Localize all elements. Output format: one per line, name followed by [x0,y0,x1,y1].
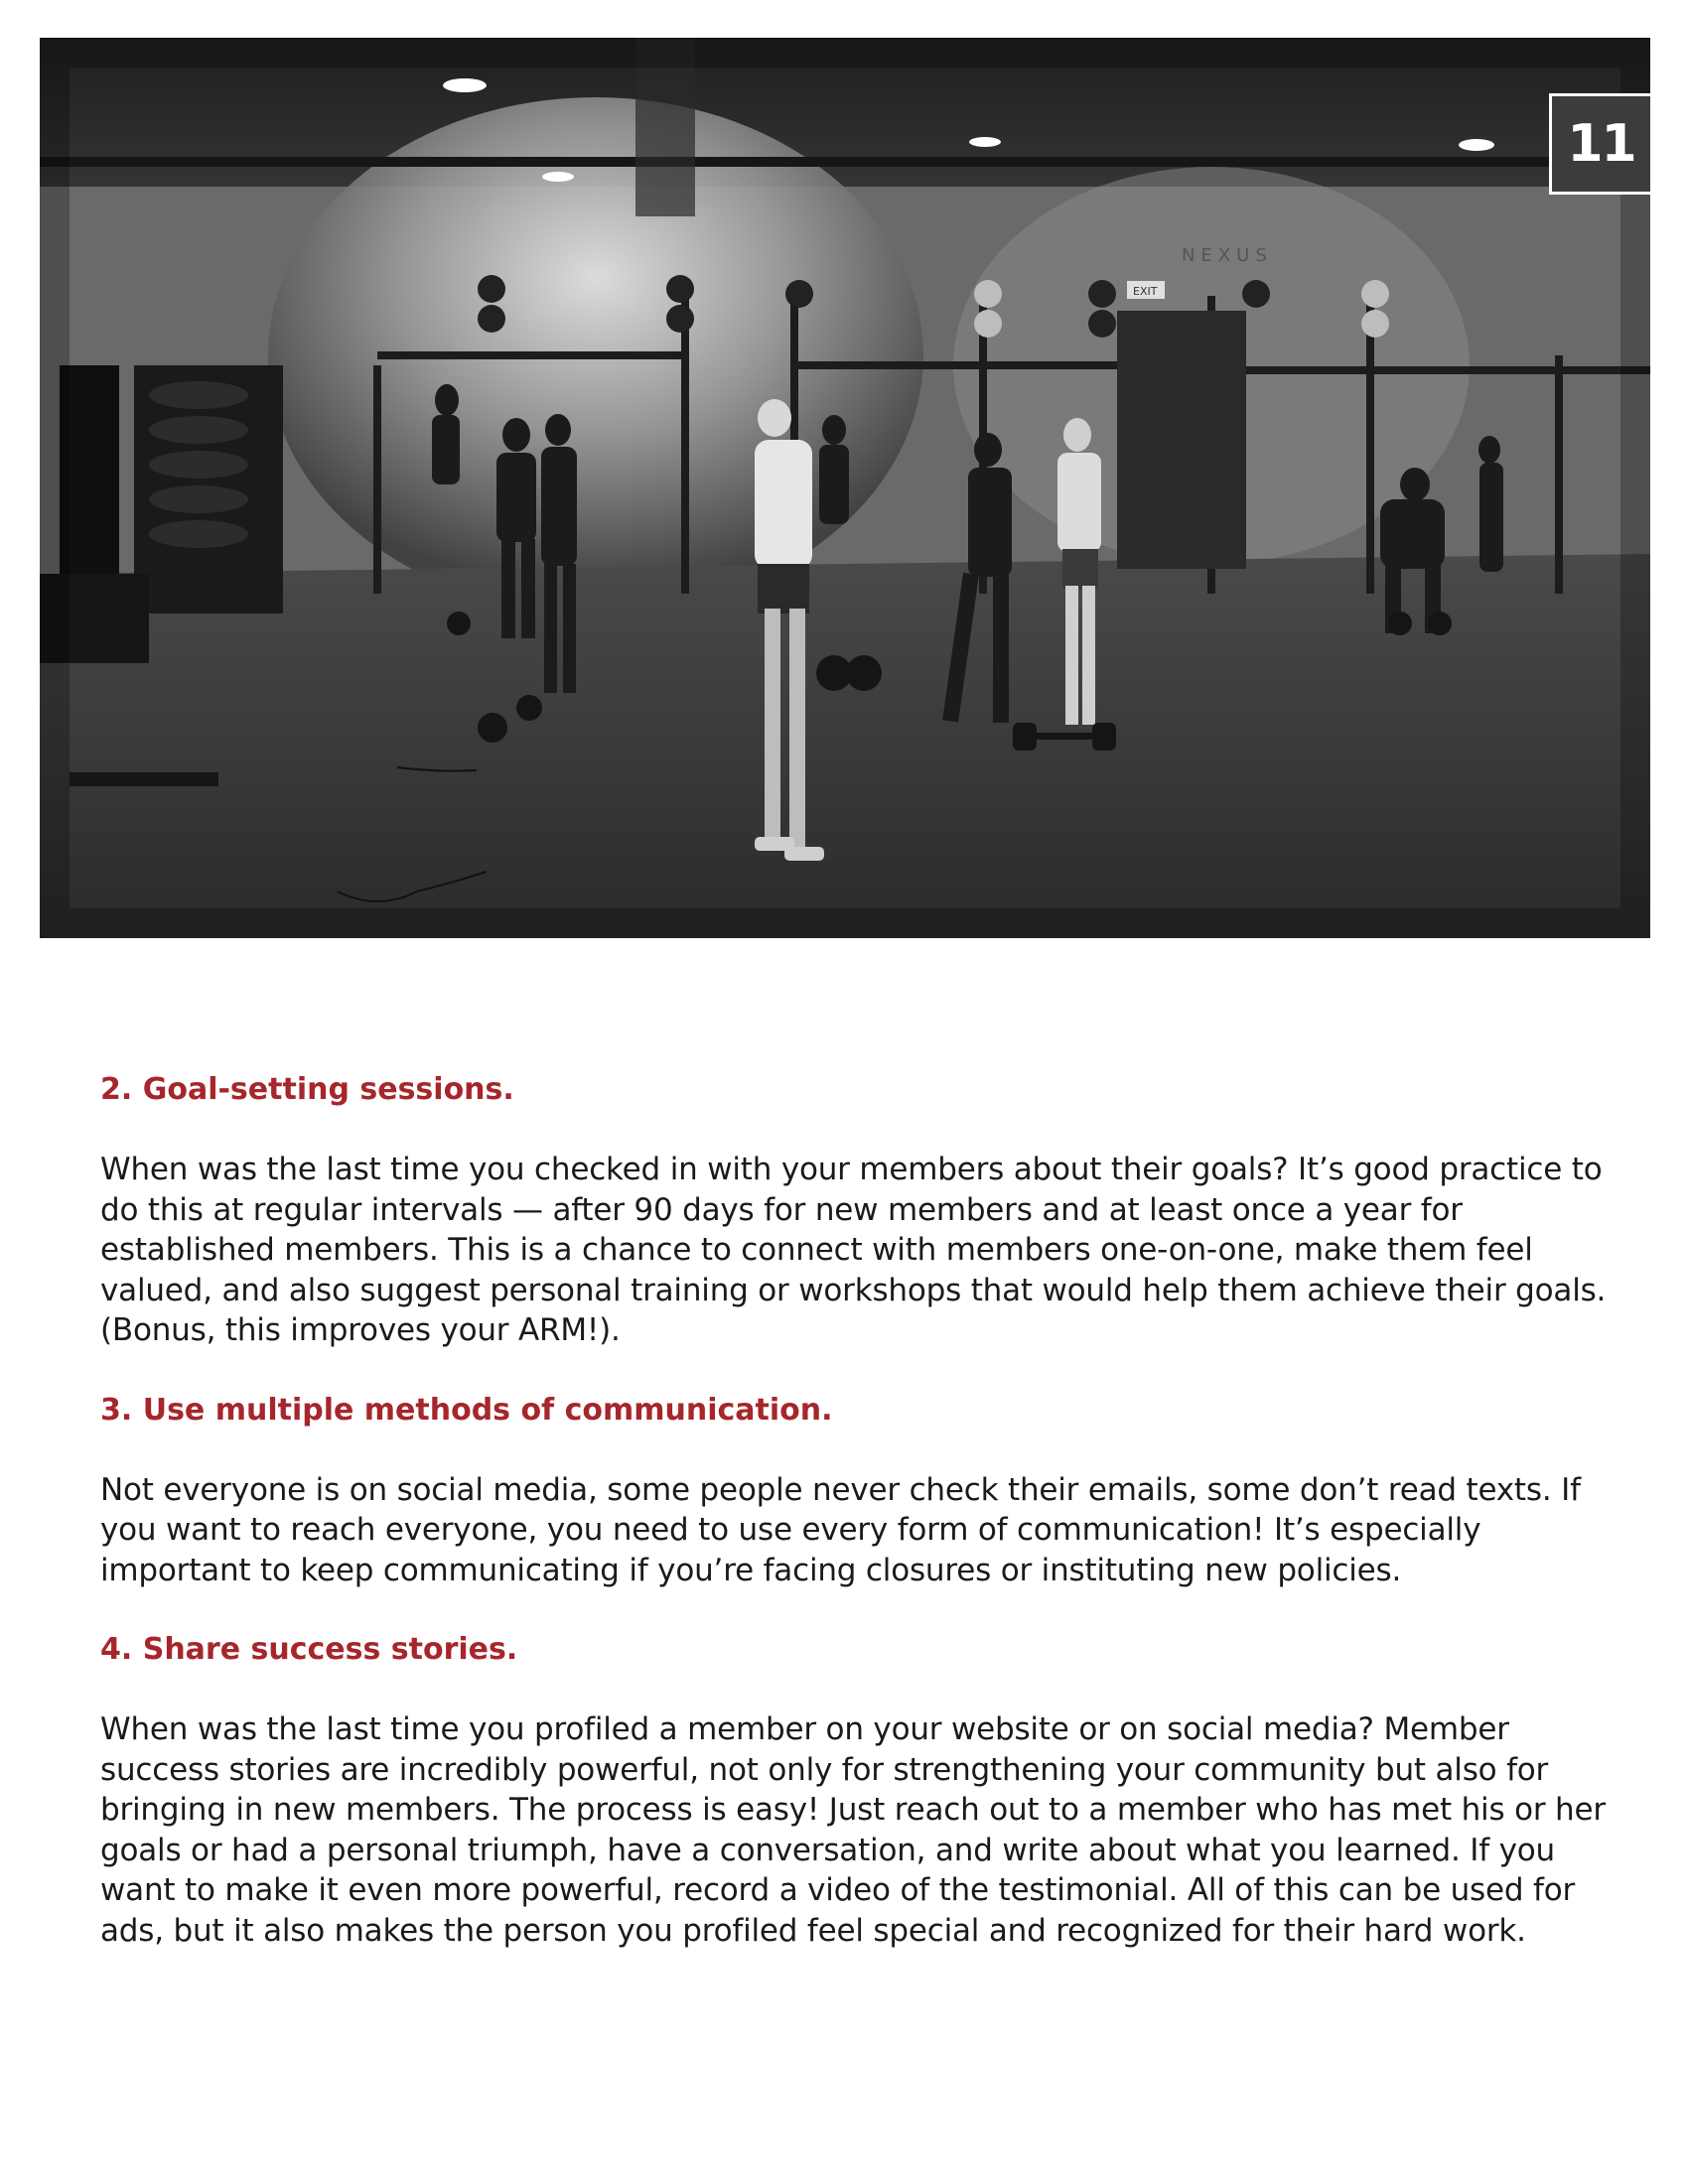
gym-photo-image [40,38,1650,938]
page-number-badge: 11 [1549,93,1650,195]
wall-logo: NEXUS [1182,245,1273,266]
section-body-goal-setting: When was the last time you checked in with your members about their goals? It’s good practice to do this at regular intervals — after 90 days for new members and at least once a year for established members. This is a chance to connect with members one-on-one, make them feel valued, and also suggest personal training or workshops that would help them achieve their goals. (Bonus, this improves your ARM!). [100,1152,1607,1348]
exit-sign: EXIT [1133,285,1158,298]
section-heading-communication: 3. Use multiple methods of communication. [100,1392,833,1428]
section-body-communication: Not everyone is on social media, some people never check their emails, some don’t read texts. If you want to reach everyone, you need to use every form of communication! It’s especially important to keep communicating if you’re facing closures or instituting new policies. [100,1471,1581,1588]
section-heading-goal-setting: 2. Goal-setting sessions. [100,1072,514,1107]
article-body [100,1070,1629,1990]
gym-photo-illustration [40,38,1650,938]
section-heading-success-stories: 4. Share success stories. [100,1632,518,1667]
section-body-success-stories: When was the last time you profiled a member on your website or on social media? Member success stories are incredibly powerful, not only for strengthening your community but also for bringing in new members. The process is easy! Just reach out to a member who has met his or her goals or had a personal triumph, have a conversation, and write about what you learned. If you want to make it even more powerful, record a video of the testimonial. All of this can be used for ads, but it also makes the person you profiled feel special and recognized for their hard work. [100,1711,1606,1949]
